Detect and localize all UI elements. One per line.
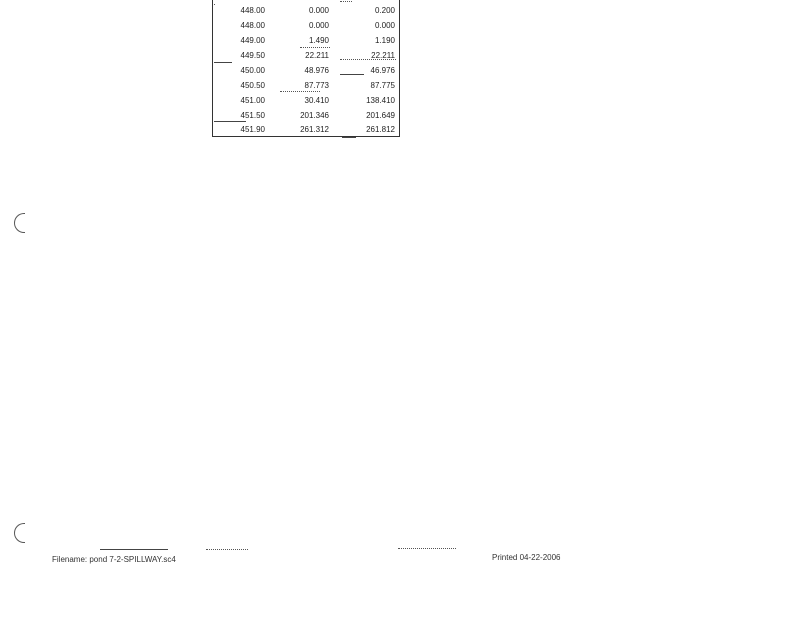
value-cell: 22.211 xyxy=(305,51,329,60)
value-cell: 48.976 xyxy=(304,66,329,75)
scan-artifact xyxy=(100,549,168,550)
footer-filename: Filename: pond 7-2-SPILLWAY.sc4 xyxy=(52,555,176,564)
binder-hole-mark xyxy=(14,213,25,233)
elevation-cell: 448.00 xyxy=(240,6,265,15)
elevation-cell: 450.50 xyxy=(240,81,265,90)
scan-artifact xyxy=(398,548,456,550)
value-cell: 201.346 xyxy=(300,111,329,120)
value-cell: 0.000 xyxy=(308,6,329,15)
value-cell: 1.190 xyxy=(374,36,395,45)
binder-hole-mark xyxy=(14,523,25,543)
elevation-cell: 451.00 xyxy=(240,96,265,105)
table-row xyxy=(213,33,399,48)
table-row xyxy=(213,122,399,137)
value-cell: 201.649 xyxy=(366,111,395,120)
value-cell: 1.490 xyxy=(308,36,329,45)
scan-artifact xyxy=(340,74,364,75)
scan-artifact xyxy=(340,59,396,61)
rating-table xyxy=(212,0,400,137)
table-row xyxy=(213,63,399,78)
value-cell: 30.410 xyxy=(304,96,329,105)
value-cell: 261.812 xyxy=(366,125,395,134)
footer-printed-date: Printed 04-22-2006 xyxy=(492,553,561,562)
scan-artifact xyxy=(214,121,246,122)
elevation-cell: 449.00 xyxy=(240,36,265,45)
value-cell: 0.200 xyxy=(374,6,395,15)
scan-artifact xyxy=(280,91,320,93)
table-row xyxy=(213,18,399,33)
scan-artifact xyxy=(206,549,248,551)
value-cell: 0.000 xyxy=(374,21,395,30)
value-cell: 46.976 xyxy=(370,66,395,75)
value-cell: 261.312 xyxy=(300,125,329,134)
scan-artifact xyxy=(342,137,356,138)
elevation-cell: 448.00 xyxy=(240,21,265,30)
elevation-cell: 451.50 xyxy=(240,111,265,120)
table-row xyxy=(213,93,399,108)
value-cell: 0.000 xyxy=(308,21,329,30)
elevation-cell: 451.90 xyxy=(240,125,265,134)
value-cell: 22.211 xyxy=(371,51,395,60)
elevation-cell: 450.00 xyxy=(240,66,265,75)
scan-artifact xyxy=(300,47,330,49)
value-cell: 138.410 xyxy=(366,96,395,105)
value-cell: 87.773 xyxy=(304,81,329,90)
table-row xyxy=(213,3,399,18)
elevation-cell: 449.50 xyxy=(240,51,265,60)
value-cell: 87.775 xyxy=(370,81,395,90)
scan-artifact xyxy=(214,62,232,63)
